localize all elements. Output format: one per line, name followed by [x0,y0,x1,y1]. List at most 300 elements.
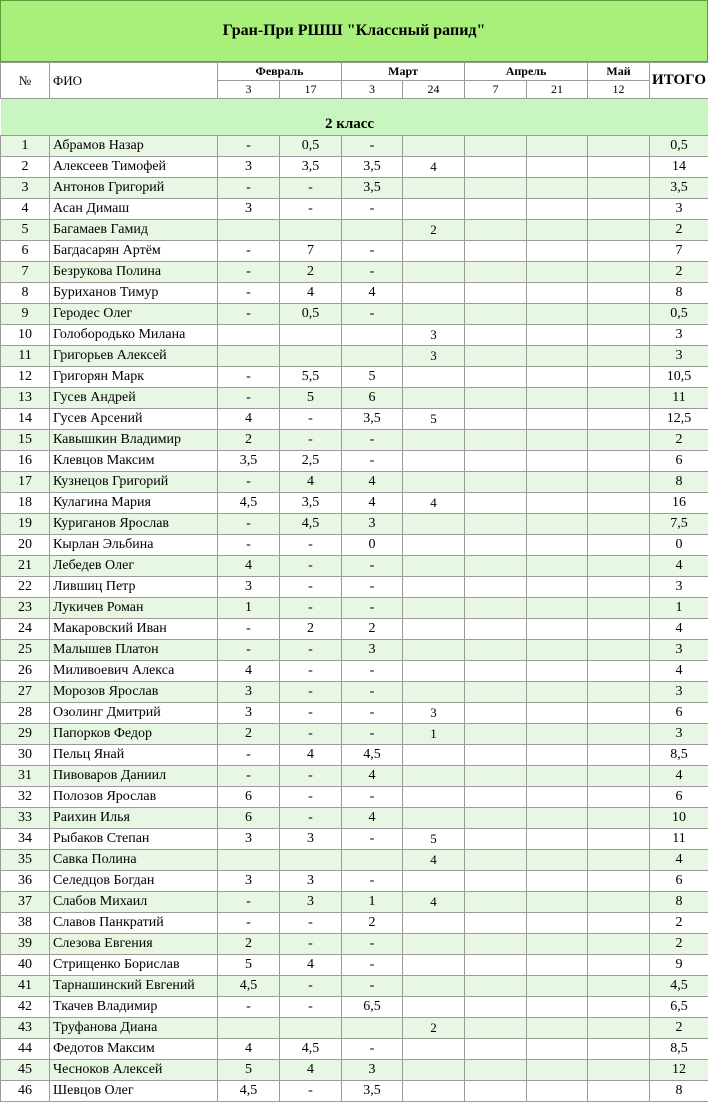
score-cell [465,178,527,199]
score-cell [403,556,465,577]
row-number: 17 [1,472,50,493]
row-number: 28 [1,703,50,724]
score-cell: - [342,598,403,619]
total-cell: 2 [650,913,708,934]
score-cell: 5 [280,388,342,409]
score-cell [465,409,527,430]
score-cell: 3 [218,199,280,220]
header-month-may: Май [588,63,650,81]
player-name: Папорков Федор [50,724,218,745]
section-row [1,99,708,136]
table-row [1,871,708,892]
score-cell [403,913,465,934]
score-cell [465,808,527,829]
score-cell [527,892,588,913]
table-row [1,934,708,955]
row-number: 32 [1,787,50,808]
total-cell: 6 [650,451,708,472]
score-cell [527,829,588,850]
table-row [1,619,708,640]
score-cell [527,976,588,997]
header-day: 21 [527,81,588,99]
player-name: Селедцов Богдан [50,871,218,892]
score-cell: 4 [342,283,403,304]
score-cell: - [280,199,342,220]
table-row [1,976,708,997]
score-cell [588,934,650,955]
score-cell: 6 [218,808,280,829]
score-cell [588,808,650,829]
score-cell [527,1060,588,1081]
row-number: 12 [1,367,50,388]
header-num: № [1,63,50,99]
score-cell: - [280,556,342,577]
row-number: 37 [1,892,50,913]
table-row [1,493,708,514]
score-cell: - [342,682,403,703]
score-cell [588,136,650,157]
score-cell: 2 [280,619,342,640]
score-cell [588,829,650,850]
table-row [1,808,708,829]
score-cell [588,976,650,997]
score-cell: 2 [218,934,280,955]
score-cell [280,346,342,367]
player-name: Славов Панкратий [50,913,218,934]
score-cell [527,871,588,892]
player-name: Стрищенко Борислав [50,955,218,976]
table-row [1,241,708,262]
player-name: Буриханов Тимур [50,283,218,304]
score-cell: 4,5 [218,493,280,514]
score-cell [588,577,650,598]
table-row [1,640,708,661]
score-cell [588,472,650,493]
table-row [1,829,708,850]
score-cell: 3 [280,871,342,892]
score-cell: - [342,829,403,850]
table-row [1,451,708,472]
score-cell [465,451,527,472]
score-cell [465,1060,527,1081]
table-row [1,220,708,241]
row-number: 44 [1,1039,50,1060]
score-cell: 2 [342,619,403,640]
total-cell: 6 [650,787,708,808]
score-cell [588,703,650,724]
header-day: 3 [342,81,403,99]
table-row [1,1039,708,1060]
table-row [1,1018,708,1039]
score-cell [527,304,588,325]
header-day: 24 [403,81,465,99]
table-row [1,787,708,808]
score-cell: - [218,241,280,262]
total-cell: 0,5 [650,304,708,325]
score-cell [527,430,588,451]
score-cell: 3 [218,829,280,850]
score-cell [465,703,527,724]
score-cell: 3 [280,892,342,913]
row-number: 31 [1,766,50,787]
score-cell [527,1018,588,1039]
score-cell [465,976,527,997]
row-number: 4 [1,199,50,220]
score-cell: 6,5 [342,997,403,1018]
score-cell: 2 [342,913,403,934]
score-cell [527,325,588,346]
score-cell: - [280,934,342,955]
row-number: 34 [1,829,50,850]
score-cell: 2 [218,724,280,745]
score-cell [588,514,650,535]
score-cell: - [342,199,403,220]
table-row [1,1060,708,1081]
score-cell: - [218,997,280,1018]
score-cell [342,850,403,871]
score-cell [465,472,527,493]
row-number: 38 [1,913,50,934]
score-cell [588,787,650,808]
results-table [0,62,708,1102]
player-name: Голобородько Милана [50,325,218,346]
total-cell: 10,5 [650,367,708,388]
score-cell: - [280,808,342,829]
header-day: 3 [218,81,280,99]
score-cell [527,955,588,976]
player-name: Федотов Максим [50,1039,218,1060]
score-cell [527,367,588,388]
score-cell [342,346,403,367]
table-row [1,388,708,409]
player-name: Миливоевич Алекса [50,661,218,682]
table-row [1,367,708,388]
score-cell: 4 [218,1039,280,1060]
score-cell [403,808,465,829]
score-cell: 3 [342,514,403,535]
total-cell: 6 [650,871,708,892]
total-cell: 3 [650,346,708,367]
player-name: Полозов Ярослав [50,787,218,808]
score-cell: - [342,976,403,997]
table-row [1,325,708,346]
score-cell [527,388,588,409]
score-cell: 4 [342,808,403,829]
header-month-feb: Февраль [218,63,342,81]
score-cell [465,1018,527,1039]
header-day: 12 [588,81,650,99]
row-number: 7 [1,262,50,283]
score-cell: - [280,997,342,1018]
score-cell [588,1039,650,1060]
score-cell [465,787,527,808]
score-cell: 4,5 [280,514,342,535]
score-cell: 4 [280,745,342,766]
total-cell: 0 [650,535,708,556]
score-cell: - [280,640,342,661]
score-cell: 4 [218,556,280,577]
score-cell [588,598,650,619]
score-cell [465,661,527,682]
score-cell [403,199,465,220]
total-cell: 3 [650,199,708,220]
table-row [1,577,708,598]
score-cell [527,283,588,304]
total-cell: 4 [650,850,708,871]
score-cell: 3,5 [280,157,342,178]
score-cell: - [218,178,280,199]
score-cell [527,766,588,787]
total-cell: 3 [650,724,708,745]
score-cell: - [342,955,403,976]
score-cell [588,388,650,409]
score-cell [527,199,588,220]
score-cell: - [218,514,280,535]
score-cell: 5,5 [280,367,342,388]
score-cell: - [342,661,403,682]
player-name: Лившиц Петр [50,577,218,598]
score-cell [218,325,280,346]
score-cell [588,913,650,934]
score-cell [465,157,527,178]
score-cell [403,640,465,661]
score-cell [588,1081,650,1102]
score-cell [588,304,650,325]
score-cell: 3 [218,577,280,598]
score-cell: - [342,304,403,325]
table-row [1,178,708,199]
total-cell: 2 [650,220,708,241]
table-row [1,724,708,745]
score-cell [588,997,650,1018]
score-cell: - [280,598,342,619]
score-cell [465,913,527,934]
score-cell: 3 [218,703,280,724]
score-cell [465,493,527,514]
total-cell: 4,5 [650,976,708,997]
score-cell: 3,5 [342,178,403,199]
score-cell [403,388,465,409]
row-number: 26 [1,661,50,682]
score-cell [588,409,650,430]
row-number: 8 [1,283,50,304]
score-cell [588,871,650,892]
player-name: Кырлан Эльбина [50,535,218,556]
score-cell [465,766,527,787]
score-cell: - [218,262,280,283]
score-cell: - [218,892,280,913]
score-cell [403,241,465,262]
section-label: 2 класс [50,99,650,136]
score-cell: - [280,661,342,682]
table-row [1,598,708,619]
score-cell [527,724,588,745]
score-cell: - [218,766,280,787]
row-number: 20 [1,535,50,556]
total-cell: 7 [650,241,708,262]
total-cell: 12,5 [650,409,708,430]
score-cell: 4 [342,766,403,787]
table-row [1,472,708,493]
total-cell: 8,5 [650,1039,708,1060]
score-cell [403,871,465,892]
score-cell: - [342,787,403,808]
score-cell [465,997,527,1018]
score-cell: - [280,430,342,451]
score-cell [527,493,588,514]
player-name: Багдасарян Артём [50,241,218,262]
score-cell [588,766,650,787]
player-name: Гусев Арсений [50,409,218,430]
score-cell [465,598,527,619]
table-row [1,283,708,304]
score-cell [588,199,650,220]
total-cell: 8 [650,892,708,913]
player-name: Озолинг Дмитрий [50,703,218,724]
row-number: 5 [1,220,50,241]
total-cell: 10 [650,808,708,829]
score-cell: - [342,871,403,892]
table-row [1,514,708,535]
score-cell [527,409,588,430]
score-cell [465,829,527,850]
score-cell: 3,5 [218,451,280,472]
total-cell: 3,5 [650,178,708,199]
total-cell: 4 [650,619,708,640]
score-cell [588,220,650,241]
total-cell: 4 [650,556,708,577]
score-cell [527,178,588,199]
total-cell: 6,5 [650,997,708,1018]
score-cell [403,1060,465,1081]
table-row [1,766,708,787]
score-cell: - [342,1039,403,1060]
page-title: Гран-При РШШ "Классный рапид" [0,0,708,63]
score-cell: - [280,409,342,430]
score-cell [527,682,588,703]
score-cell: - [280,1081,342,1102]
total-cell: 8 [650,472,708,493]
row-number: 25 [1,640,50,661]
row-number: 30 [1,745,50,766]
score-cell [527,640,588,661]
score-cell [403,451,465,472]
row-number: 21 [1,556,50,577]
score-cell [527,1081,588,1102]
score-cell: 6 [218,787,280,808]
total-cell: 14 [650,157,708,178]
score-cell: 2 [218,430,280,451]
score-cell [280,850,342,871]
score-cell [588,451,650,472]
total-cell: 2 [650,430,708,451]
score-cell: 3 [403,325,465,346]
score-cell: - [218,619,280,640]
score-cell [403,514,465,535]
player-name: Клевцов Максим [50,451,218,472]
score-cell: 4 [403,157,465,178]
score-cell [403,136,465,157]
total-cell: 12 [650,1060,708,1081]
score-cell [465,871,527,892]
player-name: Григорьев Алексей [50,346,218,367]
table-row [1,430,708,451]
score-cell [527,808,588,829]
score-cell: - [280,682,342,703]
score-cell [527,619,588,640]
table-row [1,745,708,766]
score-cell: 2 [403,1018,465,1039]
score-cell: 3 [280,829,342,850]
row-number: 40 [1,955,50,976]
score-cell [465,556,527,577]
score-cell [588,850,650,871]
player-name: Савка Полина [50,850,218,871]
score-cell [342,1018,403,1039]
row-number: 1 [1,136,50,157]
score-cell: 1 [342,892,403,913]
score-cell: 3 [342,640,403,661]
score-cell [465,283,527,304]
score-cell: - [218,472,280,493]
total-cell: 2 [650,934,708,955]
score-cell [465,199,527,220]
score-cell [403,1039,465,1060]
player-name: Куриганов Ярослав [50,514,218,535]
row-number: 2 [1,157,50,178]
table-row [1,703,708,724]
score-cell [527,346,588,367]
score-cell: 0,5 [280,304,342,325]
score-cell [527,598,588,619]
score-cell [465,304,527,325]
score-cell [588,955,650,976]
score-cell [527,535,588,556]
score-cell [403,766,465,787]
score-cell: - [342,703,403,724]
score-cell: 4 [218,661,280,682]
player-name: Шевцов Олег [50,1081,218,1102]
score-cell: 4 [280,1060,342,1081]
total-cell: 0,5 [650,136,708,157]
score-cell [465,514,527,535]
score-cell: - [280,976,342,997]
score-cell: 4 [403,850,465,871]
score-cell [403,1081,465,1102]
score-cell [465,1081,527,1102]
score-cell [527,556,588,577]
player-name: Антонов Григорий [50,178,218,199]
row-number: 45 [1,1060,50,1081]
header-month-mar: Март [342,63,465,81]
score-cell [527,451,588,472]
score-cell [465,724,527,745]
total-cell: 9 [650,955,708,976]
score-cell [403,262,465,283]
score-cell [403,619,465,640]
score-cell: - [218,283,280,304]
score-cell [588,493,650,514]
score-cell [403,535,465,556]
score-cell [588,1060,650,1081]
table-row [1,661,708,682]
score-cell [588,262,650,283]
header-month-apr: Апрель [465,63,588,81]
header-fio: ФИО [50,63,218,99]
total-cell: 8,5 [650,745,708,766]
score-cell [403,997,465,1018]
score-cell: - [342,241,403,262]
